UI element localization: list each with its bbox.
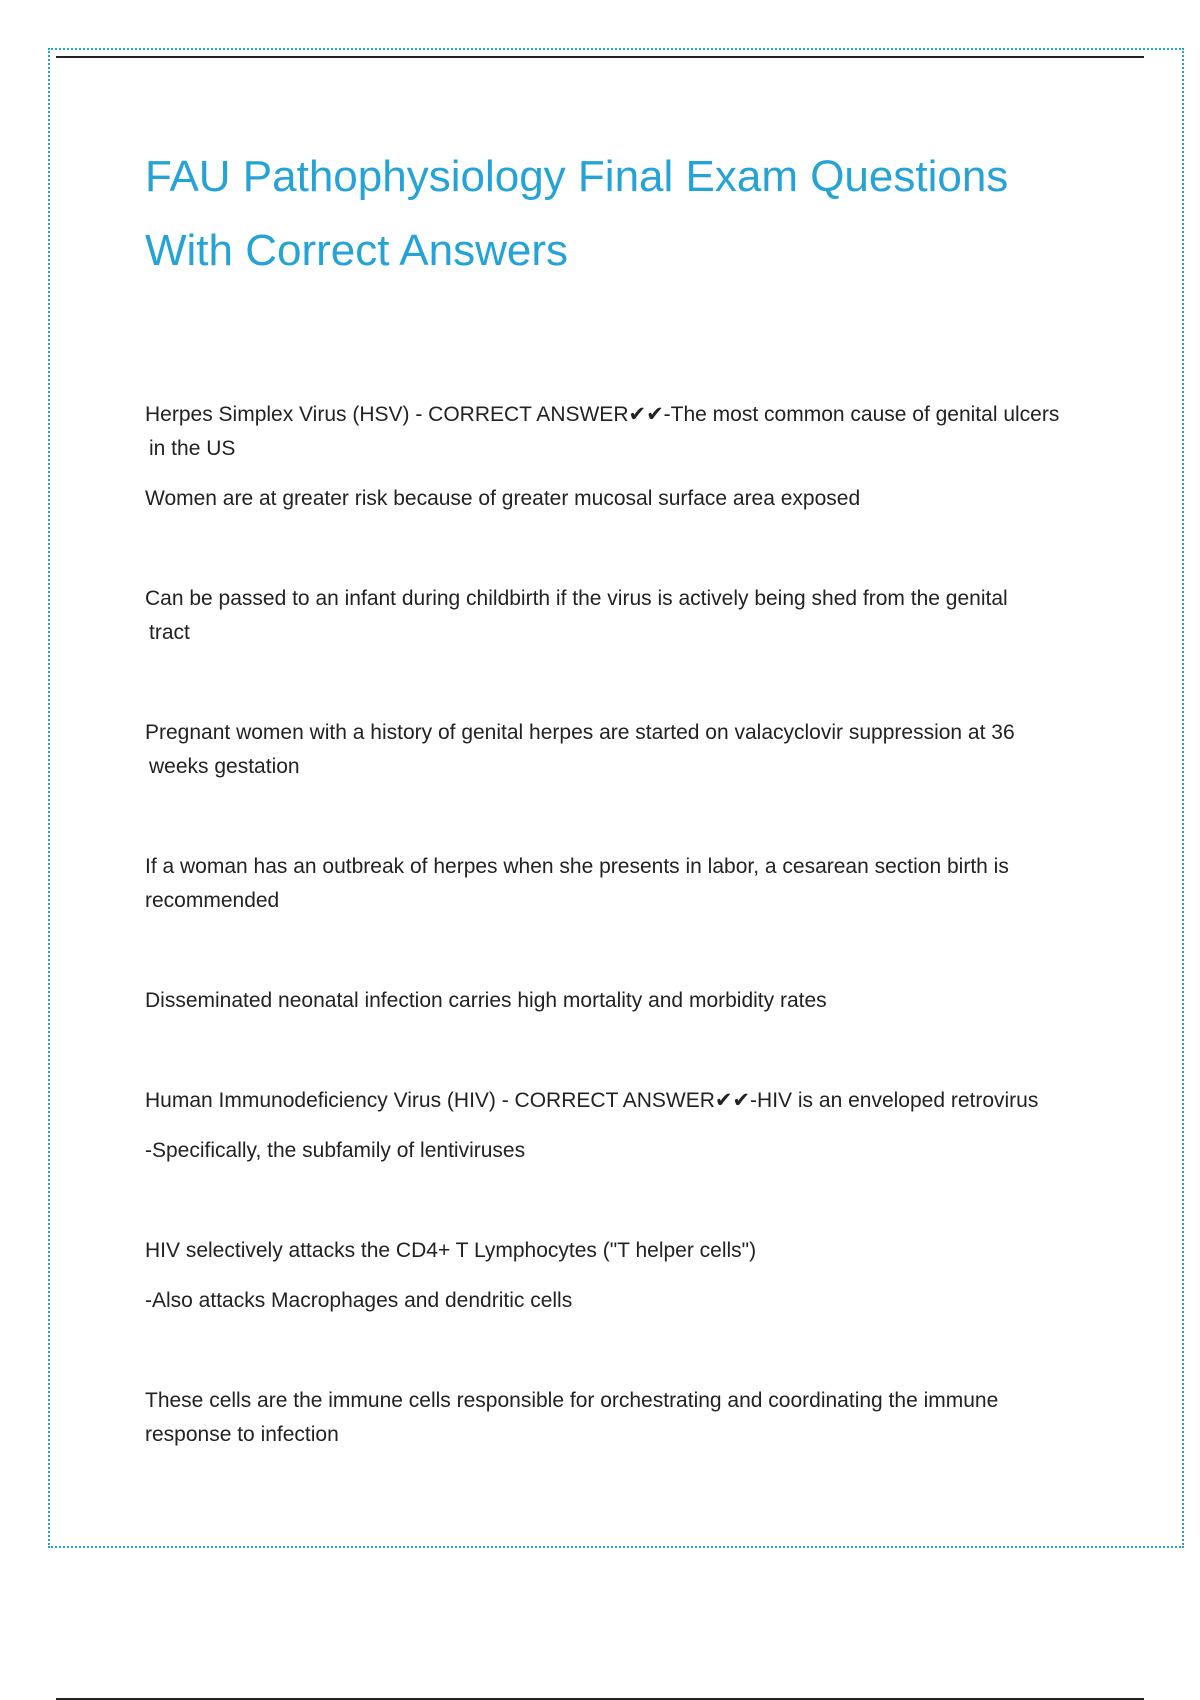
paragraph-hsv-definition [145,398,1085,466]
paragraph-line: -Also attacks Macrophages and dendritic cells [145,1289,573,1312]
paragraph-line: If a woman has an outbreak of herpes when she presents in labor, a cesarean section birth is [145,855,1009,878]
paragraph-line: response to infection [145,1423,339,1446]
paragraph-macrophages [145,1284,1085,1318]
title-line-1: FAU Pathophysiology Final Exam Questions [145,152,1009,201]
paragraph-line: HIV selectively attacks the CD4+ T Lymphocytes ("T helper cells") [145,1239,757,1262]
paragraph-women-risk [145,482,1085,516]
paragraph-neonatal [145,984,1085,1018]
document-title [145,140,1105,288]
paragraph-childbirth [145,582,1085,650]
paragraph-line: Herpes Simplex Virus (HSV) - CORRECT ANSWER✔✔-The most common cause of genital ulcers [145,403,1060,426]
title-line-2: With Correct Answers [145,226,568,275]
paragraph-valacyclovir [145,716,1085,784]
paragraph-line: Disseminated neonatal infection carries high mortality and morbidity rates [145,989,827,1012]
paragraph-immune-cells [145,1384,1085,1452]
paragraph-line: Can be passed to an infant during childbirth if the virus is actively being shed from the genital [145,587,1008,610]
header-rule [56,56,1144,58]
paragraph-hiv-definition [145,1084,1085,1118]
paragraph-lentiviruses [145,1134,1085,1168]
paragraph-cesarean [145,850,1085,918]
paragraph-line: weeks gestation [149,755,300,778]
paragraph-line: tract [149,621,190,644]
paragraph-line: -Specifically, the subfamily of lentiviruses [145,1139,526,1162]
paragraph-line: Pregnant women with a history of genital herpes are started on valacyclovir suppression at 36 [145,721,1015,744]
paragraph-line: recommended [145,889,280,912]
paragraph-cd4-attack [145,1234,1085,1268]
paragraph-line: in the US [149,437,236,460]
paragraph-line: Women are at greater risk because of greater mucosal surface area exposed [145,487,861,510]
paragraph-line: Human Immunodeficiency Virus (HIV) - CORRECT ANSWER✔✔-HIV is an enveloped retrovirus [145,1089,1039,1112]
paragraph-line: These cells are the immune cells responsible for orchestrating and coordinating the immune [145,1389,999,1412]
document-body [145,398,1085,1452]
